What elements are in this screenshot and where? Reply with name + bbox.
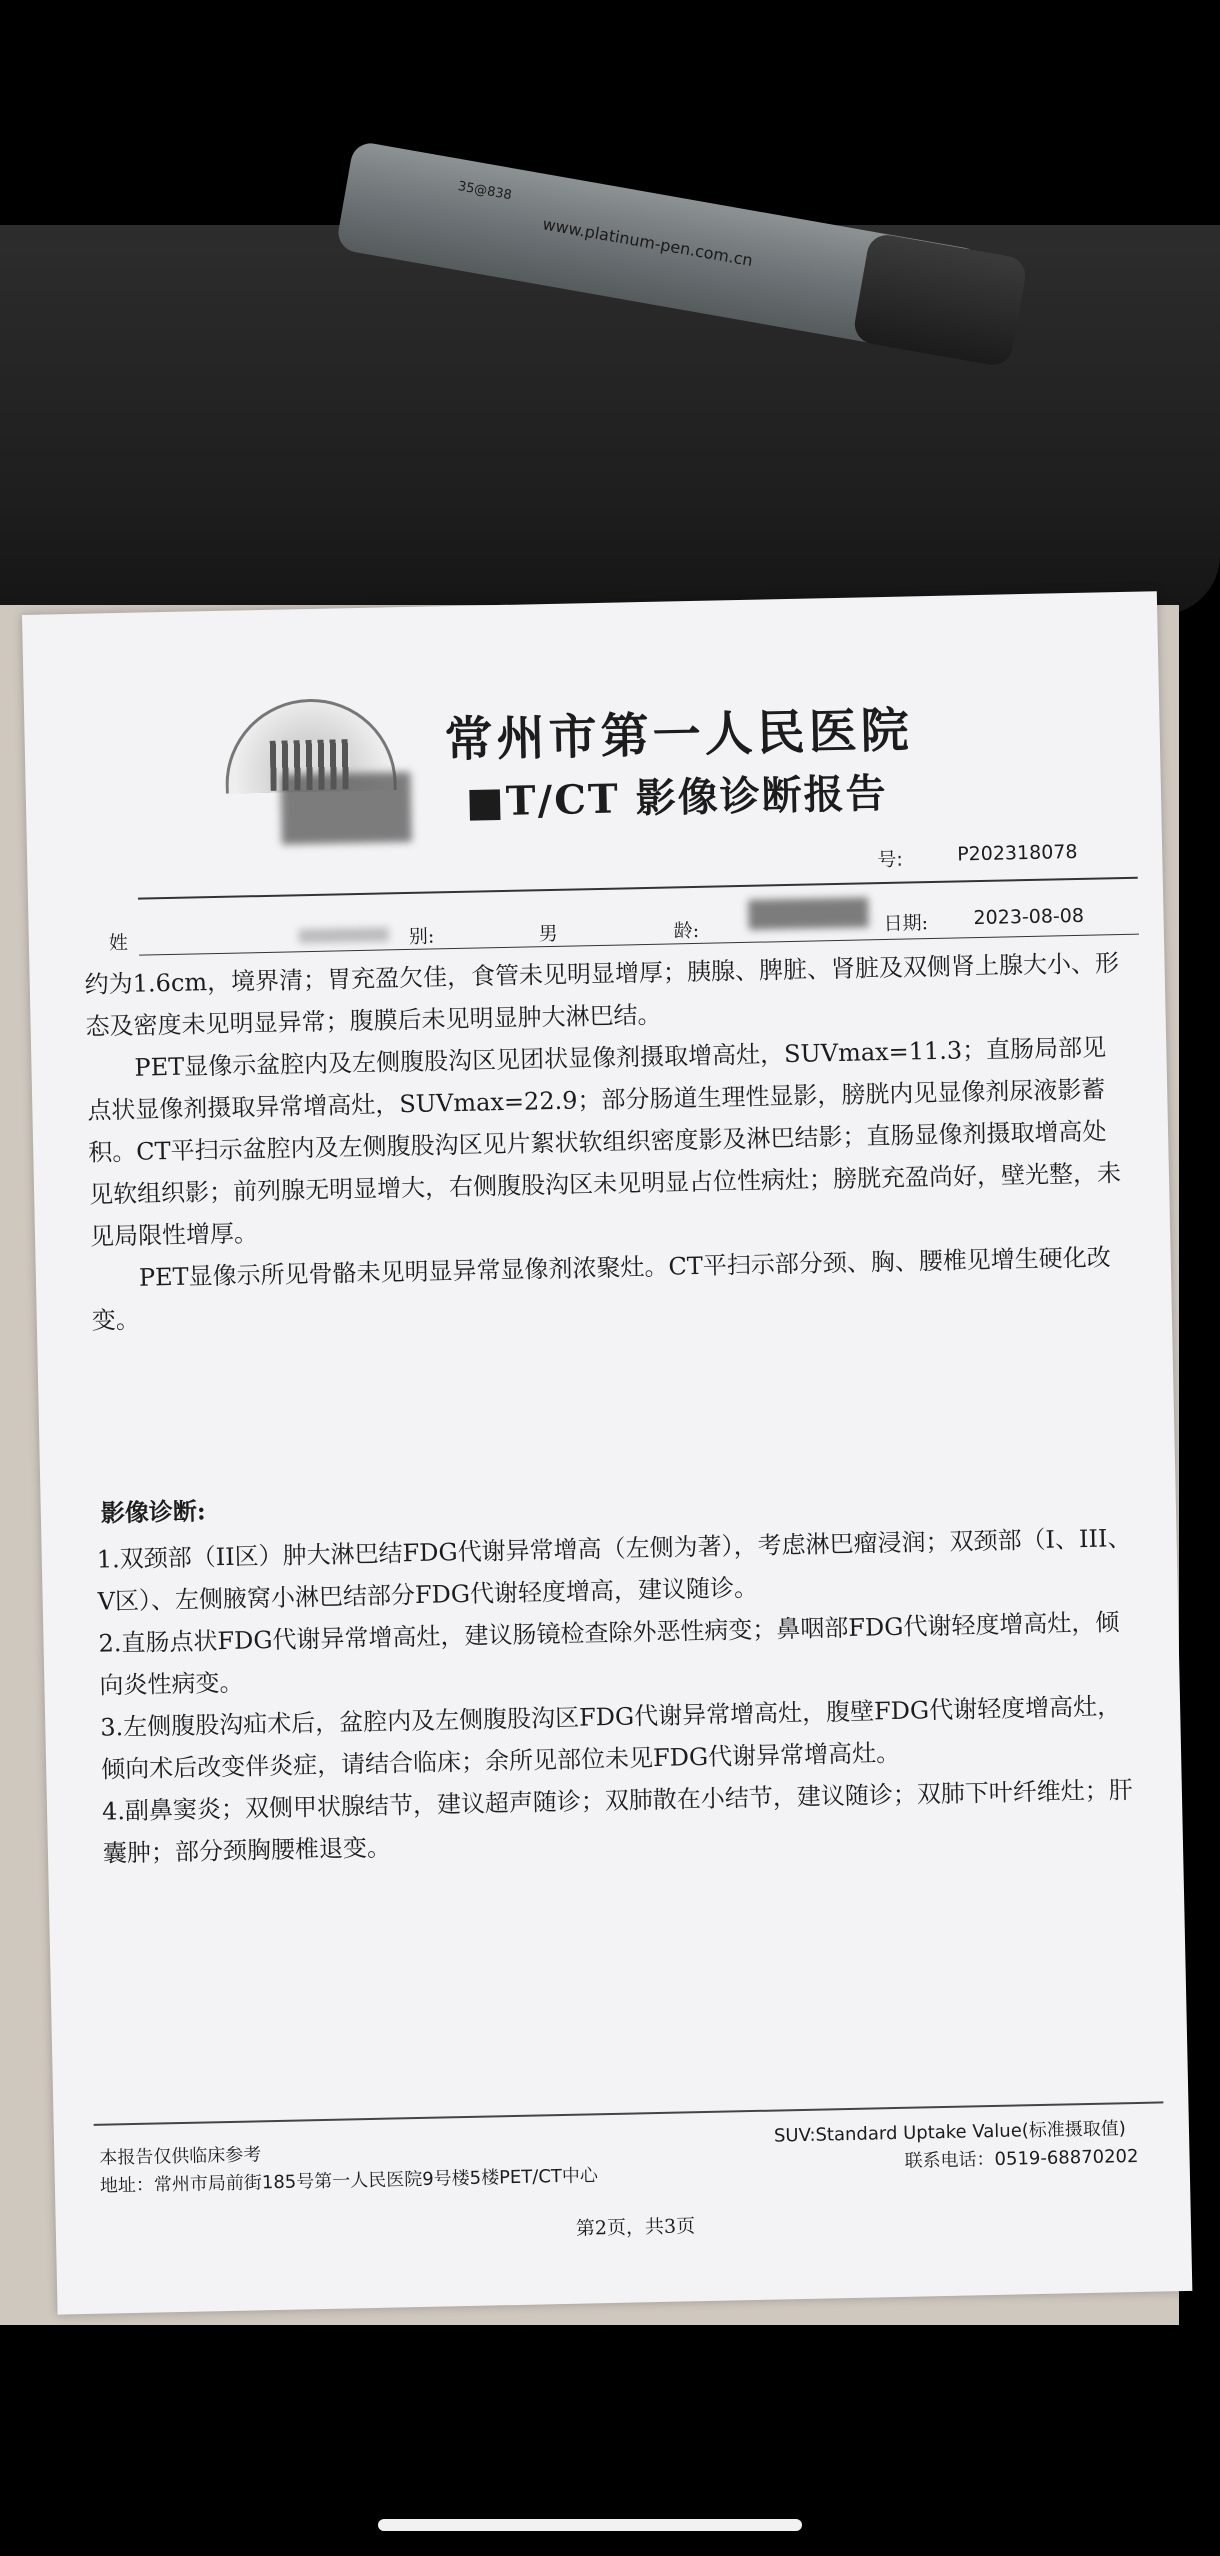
page-number: 第2页，共3页 <box>575 2215 696 2240</box>
footer-note: 本报告仅供临床参考 <box>99 2144 262 2169</box>
diagnosis-item-1: 1.双颈部（II区）肿大淋巴结FDG代谢异常增高（左侧为著），考虑淋巴瘤浸润；双颈部（I、III、V区）、左侧腋窝小淋巴结部分FDG代谢轻度增高，建议随诊。 <box>96 1523 1132 1616</box>
sex-value: 男 <box>538 922 559 946</box>
pen-url: www.platinum-pen.com.cn <box>541 214 755 271</box>
redacted-age <box>748 897 869 930</box>
pen-code: 35@838 <box>456 179 513 204</box>
header-rule-top <box>138 877 1138 900</box>
home-indicator[interactable] <box>378 2519 802 2531</box>
footer-suv: SUV:Standard Uptake Value(标准摄取值) <box>773 2118 1127 2147</box>
date-label: 日期: <box>883 912 929 936</box>
diagnosis-text <box>96 1517 1143 1875</box>
diagnosis-title: 影像诊断: <box>100 1496 206 1528</box>
redacted-name <box>299 927 389 943</box>
findings-paragraph-1: 约为1.6cm，境界清；胃充盈欠佳，食管未见明显增厚；胰腺、脾脏、肾脏及双侧肾上腺大小、形态及密度未见明显异常；腹膜后未见明显肿大淋巴结。 <box>84 949 1120 1041</box>
redacted-area <box>280 772 411 845</box>
footer-phone: 联系电话：0519-68870202 <box>904 2145 1139 2172</box>
date-value: 2023-08-08 <box>973 904 1085 930</box>
diagnosis-item-2: 2.直肠点状FDG代谢异常增高灶，建议肠镜检查除外恶性病变；鼻咽部FDG代谢轻度增高灶，倾向炎性病变。 <box>98 1608 1120 1700</box>
report-number-value: P202318078 <box>956 840 1078 866</box>
diagnosis-item-4: 4.副鼻窦炎；双侧甲状腺结节，建议超声随诊；双肺散在小结节，建议随诊；双肺下叶纤维灶；肝囊肿；部分颈胸腰椎退变。 <box>101 1775 1134 1868</box>
hospital-name: 常州市第一人民医院 <box>444 702 914 769</box>
sex-label: 别: <box>408 925 435 948</box>
report-title: ■T/CT 影像诊断报告 <box>465 769 889 826</box>
age-label: 龄: <box>673 919 700 943</box>
findings-paragraph-2: PET显像示盆腔内及左侧腹股沟区见团状显像剂摄取增高灶，SUVmax=11.3；直肠局部见点状显像剂摄取异常增高灶，SUVmax=22.9；部分肠道生理性显影，膀胱内见显像剂尿液影蓄积。CT平扫示盆腔内及左侧腹股沟区见片絮状软组织密度影及淋巴结影；直肠显像剂摄取增高处见软组织影；前列腺无明显增大，右侧腹股沟区未见明显占位性病灶；膀胱充盈尚好，壁光整，未见局限性增厚。 <box>87 1033 1122 1251</box>
photo-background <box>0 179 1179 2325</box>
diagnosis-item-3: 3.左侧腹股沟疝术后，盆腔内及左侧腹股沟区FDG代谢异常增高灶，腹壁FDG代谢轻度增高灶，倾向术后改变伴炎症，请结合临床；余所见部位未见FDG代谢异常增高灶。 <box>100 1692 1122 1784</box>
footer-address: 地址：常州市局前街185号第一人民医院9号楼5楼PET/CT中心 <box>99 2165 599 2197</box>
findings-paragraph-3: PET显像示所见骨骼未见明显异常显像剂浓聚灶。CT平扫示部分颈、胸、腰椎见增生硬化改变。 <box>91 1243 1112 1335</box>
report-paper <box>22 591 1192 2314</box>
report-number-label: 号: <box>877 848 903 872</box>
findings-text <box>84 942 1132 1342</box>
name-label: 姓 <box>108 931 129 955</box>
